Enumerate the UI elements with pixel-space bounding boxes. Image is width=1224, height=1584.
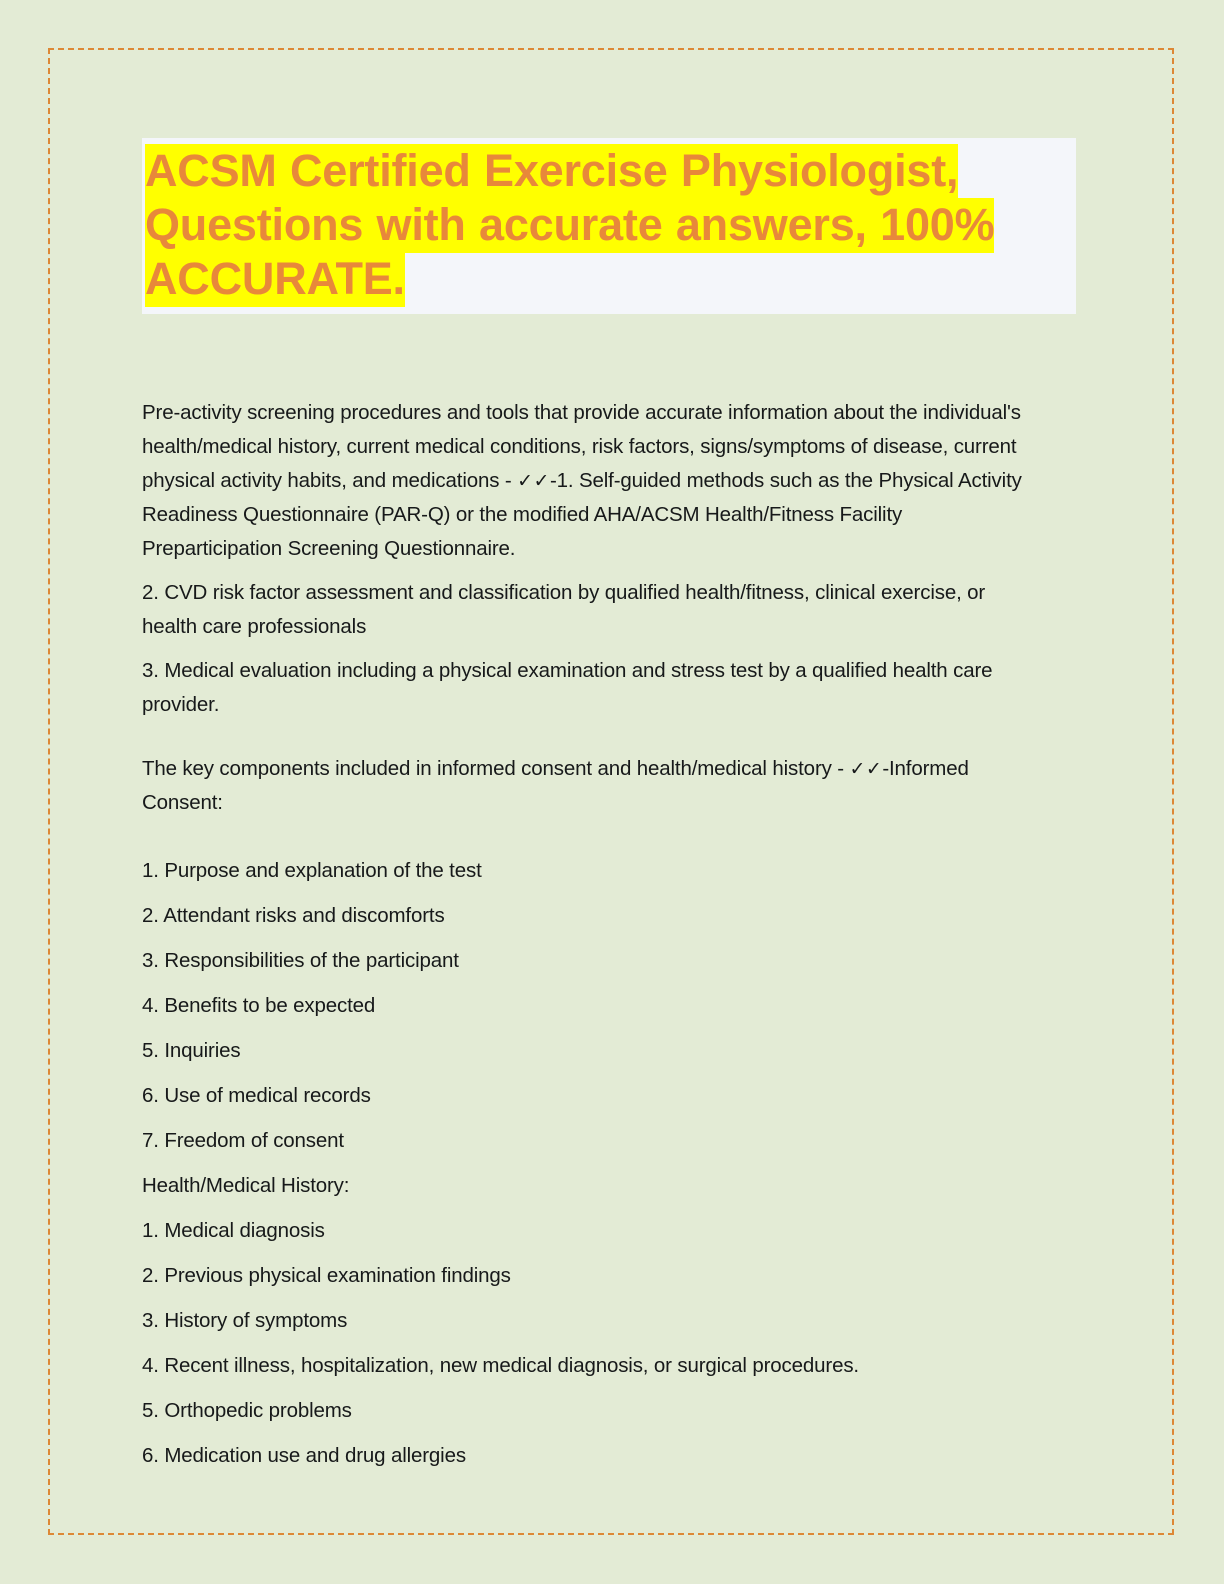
list-item: 4. Benefits to be expected [142, 994, 376, 1017]
title-line-1: ACSM Certified Exercise Physiologist, [145, 144, 958, 199]
title-block [142, 138, 1076, 314]
health-history-heading: Health/Medical History: [142, 1174, 350, 1197]
paragraph-question-2 [142, 752, 1044, 820]
answer-2-text: -Informed Consent: [142, 757, 969, 814]
answer-check-icon: ✓✓ [849, 758, 883, 780]
list-item: 1. Purpose and explanation of the test [142, 859, 482, 882]
list-item: 5. Inquiries [142, 1039, 241, 1062]
page-title [142, 144, 1050, 306]
list-item: 2. Attendant risks and discomforts [142, 904, 445, 927]
answer-1-text: -1. Self-guided methods such as the Physical Activity Readiness Questionnaire (PAR-Q) or the modified AHA/ACSM Health/Fitness Facility Preparticipation Screening Questionnaire. [142, 469, 1022, 560]
list-item: 1. Medical diagnosis [142, 1219, 325, 1242]
paragraph-answer-item-3: 3. Medical evaluation including a physical examination and stress test by a qualified health care provider. [142, 659, 993, 716]
list-item: 6. Use of medical records [142, 1084, 371, 1107]
title-line-3: ACCURATE. [145, 252, 405, 307]
title-line-2: Questions with accurate answers, 100% [145, 198, 994, 253]
question-1-text: Pre-activity screening procedures and tools that provide accurate information about the individual's health/medical history, current medical conditions, risk factors, signs/symptoms of disease, current physical activity habits, and medications - [142, 401, 1021, 492]
list-item: 2. Previous physical examination findings [142, 1264, 511, 1287]
answer-check-icon: ✓✓ [517, 470, 550, 492]
paragraph-question-1 [142, 396, 1044, 566]
spacer [142, 830, 1044, 854]
list-item: 7. Freedom of consent [142, 1129, 344, 1152]
list-item: 3. History of symptoms [142, 1309, 348, 1332]
paragraph-answer-item-2: 2. CVD risk factor assessment and classification by qualified health/fitness, clinical exercise, or health care professionals [142, 581, 986, 638]
list-item: 6. Medication use and drug allergies [142, 1444, 466, 1467]
section-informed-consent [142, 752, 1044, 1473]
section-pre-activity-screening [142, 396, 1044, 732]
question-2-text: The key components included in informed consent and health/medical history - [142, 757, 850, 780]
list-item: 4. Recent illness, hospitalization, new medical diagnosis, or surgical procedures. [142, 1354, 859, 1377]
list-item: 5. Orthopedic problems [142, 1399, 352, 1422]
list-item: 3. Responsibilities of the participant [142, 949, 459, 972]
